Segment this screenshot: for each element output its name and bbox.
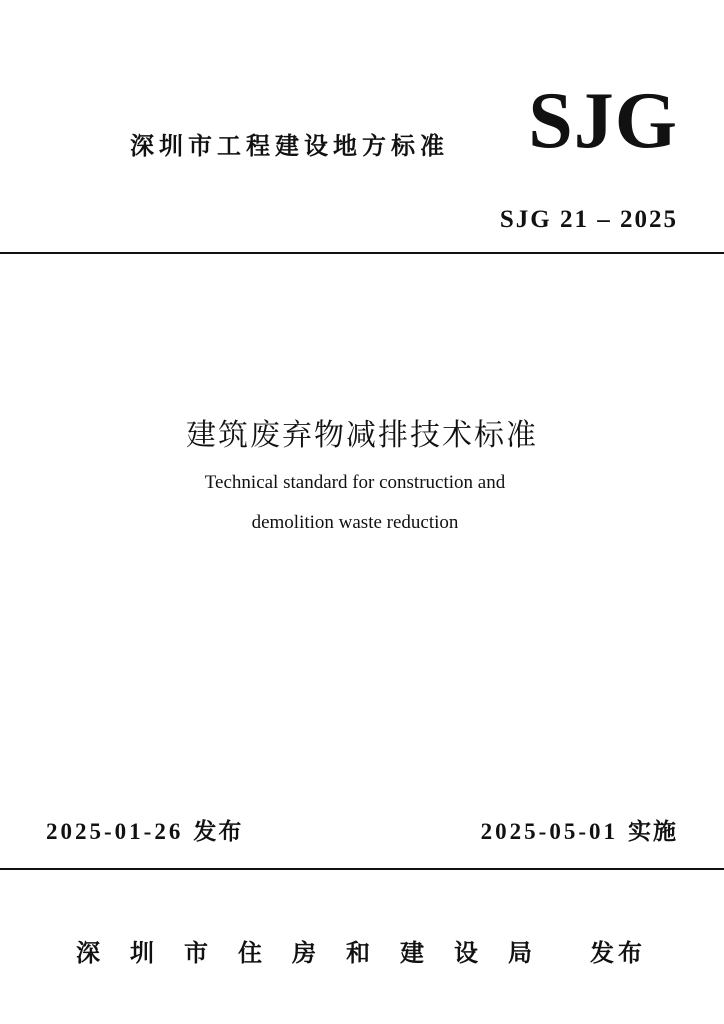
document-title-zh: 建筑废弃物减排技术标准 [186,418,538,453]
standard-series-name: 深圳市工程建设地方标准 [130,132,449,160]
document-title-en-line2: demolition waste reduction [251,512,459,533]
publisher-line [76,936,646,970]
top-divider [0,252,724,254]
issue-label: 发布 [193,819,244,845]
standard-code: SJG 21 – 2025 [499,206,678,233]
bottom-divider [0,868,724,870]
issue-date: 2025-01-26 [46,819,184,844]
document-title-en-line1: Technical standard for construction and [204,472,506,493]
issue-date-block [46,816,243,848]
sjg-logo: SJG [528,77,678,165]
publisher-name: 深圳市住房和建设局 [76,939,562,967]
effective-label: 实施 [628,819,678,845]
effective-date-block [481,816,678,848]
publisher-action: 发布 [590,939,646,967]
effective-date: 2025-05-01 [480,819,618,844]
